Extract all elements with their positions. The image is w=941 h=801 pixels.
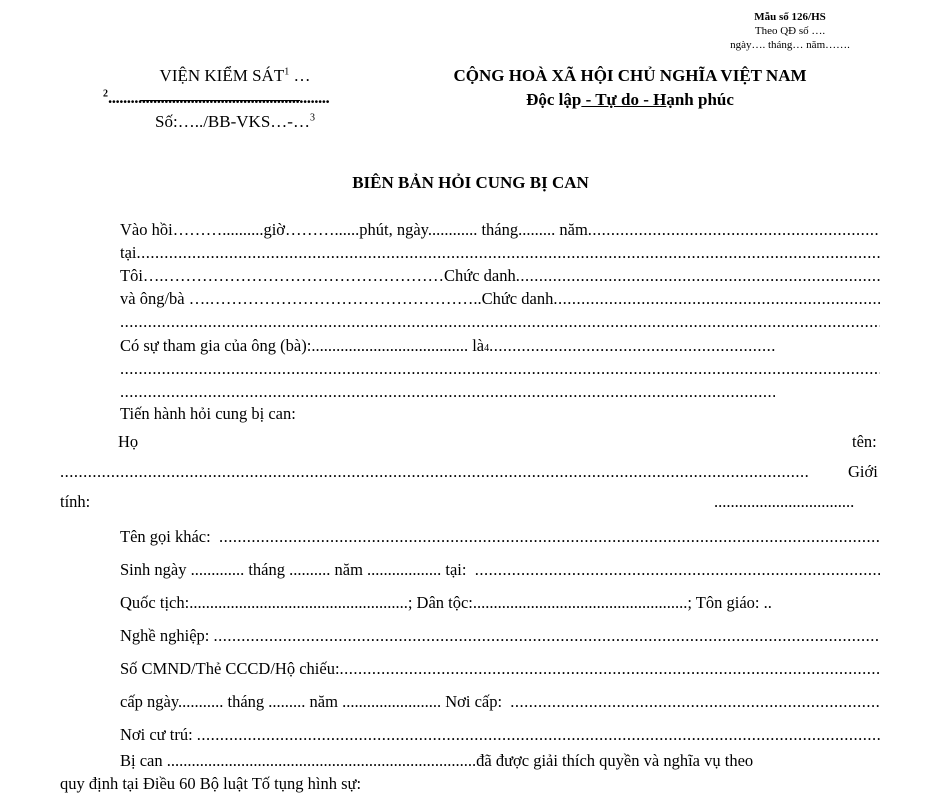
dots (137, 243, 881, 263)
footnote-2: 2 (103, 88, 108, 100)
birth-label: Sinh ngày ............. tháng .......... năm .................. tại: (120, 560, 467, 579)
line-begin (120, 404, 880, 424)
legal-basis-text: quy định tại Điều 60 Bộ luật Tố tụng hình sự: (60, 774, 362, 793)
time-label: Vào hồi………..........giờ………......phút, ngày............ tháng......... năm (120, 220, 588, 239)
begin-label: Tiến hành hỏi cung bị can: (120, 404, 296, 423)
issued-label: cấp ngày........... tháng ......... năm ........................ Nơi cấp: (120, 692, 503, 711)
agency-name (90, 66, 380, 86)
motto-b: - Tự do - H (581, 90, 667, 109)
line-residence (120, 725, 880, 745)
line-assistant (120, 289, 880, 309)
line-time (120, 220, 880, 240)
footnote-3: 3 (309, 112, 315, 124)
dots (120, 359, 880, 379)
national-motto (400, 90, 860, 110)
line-blank-1 (120, 312, 880, 332)
line-id (120, 659, 880, 679)
agency-name-text: VIỆN KIỂM SÁT (159, 66, 285, 85)
dots (510, 692, 880, 712)
agency-unit (103, 88, 329, 108)
dots (197, 725, 880, 745)
agency-underline (140, 100, 300, 101)
alias-label: Tên gọi khác: (120, 527, 211, 546)
accused-dots: ........................................................................... (166, 751, 477, 770)
investigator-label: Tôi….……………………………………………Chức danh (120, 266, 516, 285)
dots (213, 626, 880, 646)
footnote-1: 1 (284, 66, 290, 78)
line-investigator (120, 266, 880, 286)
form-decision: Theo QĐ số …. (754, 25, 826, 37)
dots (120, 382, 775, 402)
agency-unit-dots: ........................................................... (108, 88, 330, 107)
dots (588, 220, 880, 240)
residence-label: Nơi cư trú: (120, 725, 193, 744)
dots (553, 289, 880, 309)
line-legal-basis (60, 774, 880, 794)
line-accused (120, 751, 880, 771)
dots (219, 527, 880, 547)
dots (60, 462, 810, 482)
form-date: ngày…. tháng… năm……. (730, 39, 850, 51)
dots (120, 312, 880, 332)
assistant-label: và ông/bà ….…………………………………………..Chức danh (120, 289, 554, 308)
line-blank-2 (120, 359, 880, 379)
occupation-label: Nghề nghiệp: (120, 626, 210, 645)
accused-tail: đã được giải thích quyền và nghĩa vụ theo (476, 751, 754, 770)
form-code-block (690, 10, 890, 52)
dots (340, 659, 880, 679)
line-issued (120, 692, 880, 712)
nationality-label: Quốc tịch:.....................................................; Dân tộc:....................................................; Tôn giáo: .. (120, 593, 772, 612)
doc-number (90, 112, 380, 132)
label-ho: Họ (118, 432, 139, 451)
dots (489, 336, 775, 356)
label-ten: tên: (852, 432, 877, 451)
document-title: BIÊN BẢN HỎI CUNG BỊ CAN (352, 173, 589, 192)
motto-c: ạnh phúc (666, 90, 734, 109)
line-blank-3 (120, 382, 775, 402)
line-participant: Có sự tham gia của ông (bà):...................................... là 4 ..... (120, 336, 775, 356)
line-occupation (120, 626, 880, 646)
label-tinh: tính: (60, 492, 91, 511)
line-place (120, 243, 880, 263)
participant-label: Có sự tham gia của ông (bà):...................................... là (120, 336, 485, 355)
line-name-dots (60, 462, 810, 482)
line-nationality (120, 593, 890, 613)
motto-a: Độc lập (526, 90, 582, 109)
id-label: Số CMND/Thẻ CCCD/Hộ chiếu: (120, 659, 340, 678)
agency-name-suffix: … (289, 66, 311, 85)
national-title: CỘNG HOÀ XÃ HỘI CHỦ NGHĨA VIỆT NAM (453, 66, 807, 85)
dots (475, 560, 880, 580)
form-number: Mẫu số 126/HS (754, 11, 826, 23)
doc-number-text: Số:…../BB-VKS…-… (155, 112, 310, 131)
label-gioi: Giới (848, 462, 878, 481)
line-birth (120, 560, 880, 580)
line-alias (120, 527, 880, 547)
accused-label: Bị can (120, 751, 163, 770)
dots (516, 266, 880, 286)
place-label: tại (120, 243, 137, 262)
gender-dots: .................................. (714, 492, 855, 511)
